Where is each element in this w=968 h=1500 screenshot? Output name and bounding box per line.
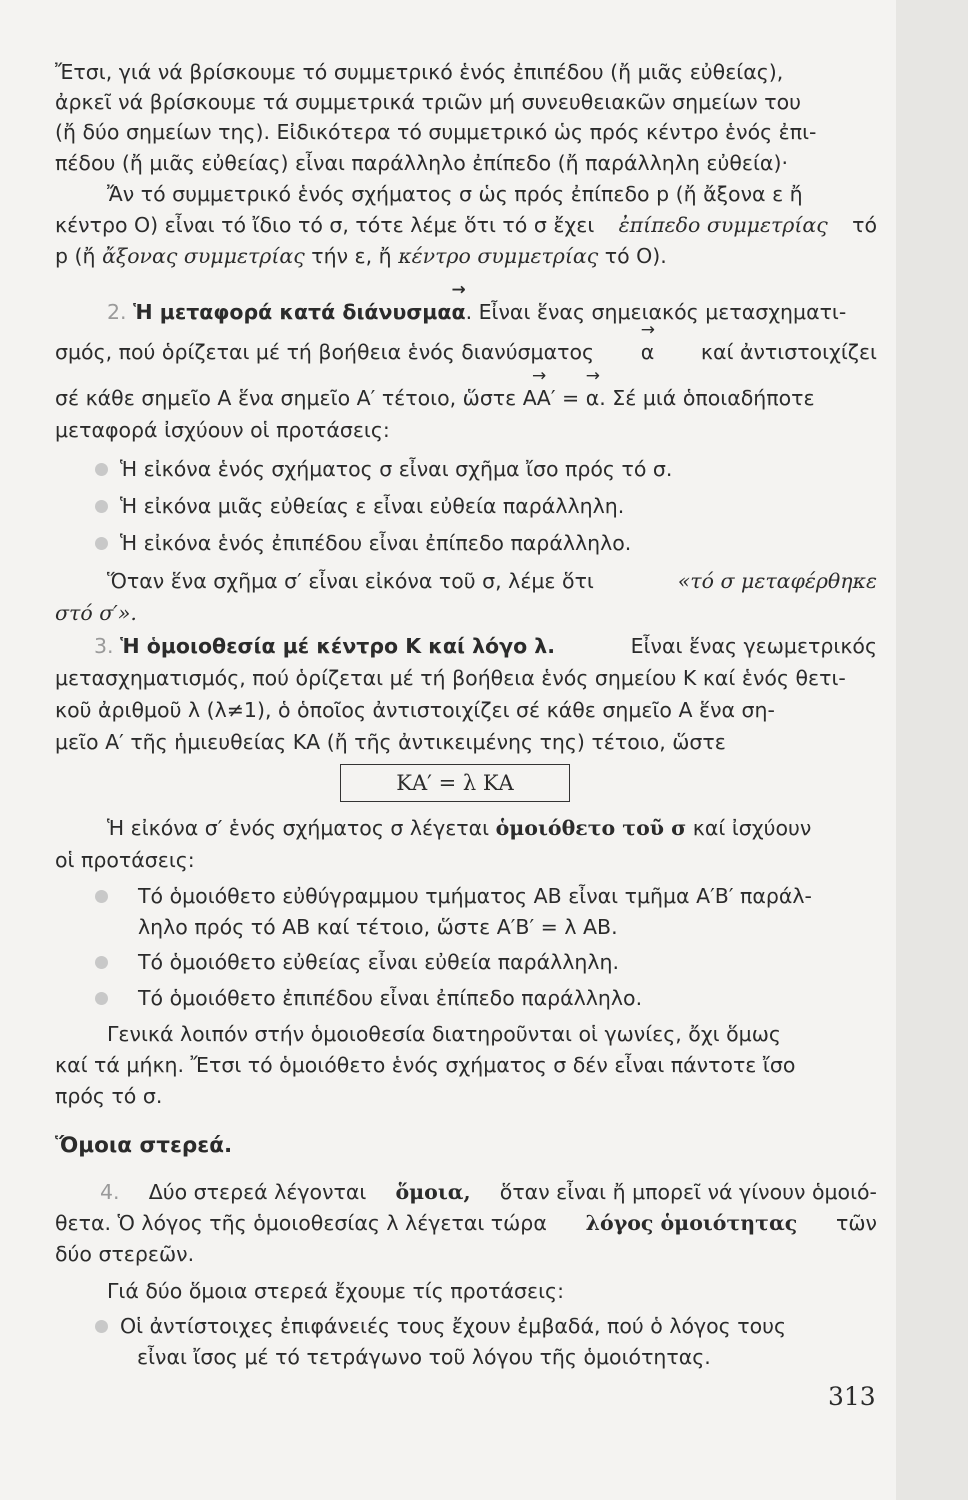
text-line: δύο στερεῶν. [55,1242,195,1266]
equals-sign: = [562,386,580,410]
text-line [55,240,877,272]
text-span: Ὅταν ἕνα σχῆμα σ′ εἶναι εἰκόνα τοῦ σ, λέμε ὅτι [107,569,594,593]
text-line: (ἤ δύο σημείων της). Εἰδικότερα τό συμμετρικό ὡς πρός κέντρο ἑνός ἐπι- [55,120,817,144]
bullet-text: Τό ὁμοιόθετο ἐπιπέδου εἶναι ἐπίπεδο παράλληλο. [138,986,643,1010]
text-span: ὅταν εἶναι ἤ μπορεῖ νά γίνουν ὁμοιό- [499,1180,877,1204]
formula-box [340,764,570,802]
text-line [55,1207,877,1239]
section-3-line [94,630,877,662]
text-span: σέ κάθε σημεῖο Α ἕνα σημεῖο Α′ τέτοιο, ὥστε [55,386,517,410]
text-span: Εἶναι ἕνας γεωμετρικός [630,634,877,658]
bullet-text: Οἱ ἀντίστοιχες ἐπιφάνειές τους ἔχουν ἐμβαδά, πού ὁ λόγος τους [120,1314,786,1338]
text-line [55,382,877,414]
bullet-text: Τό ὁμοιόθετο εὐθύγραμμου τμήματος ΑΒ εἶναι τμῆμα Α′Β′ παράλ- [138,884,812,908]
text-line: καί τά μήκη. Ἔτσι τό ὁμοιόθετο ἑνός σχήματος σ δέν εἶναι πάντοτε ἴσο [55,1053,796,1077]
text-span: τῶν [836,1211,877,1235]
vector-symbol: → α [451,296,465,328]
section-4-line [100,1176,877,1208]
bullet-dot [95,992,108,1005]
text-span: Ἡ εἰκόνα σ′ ἑνός σχήματος σ λέγεται [107,816,490,840]
section-2-line [107,296,877,328]
formula: ΚΑ′ = λ ΚΑ [396,771,514,795]
text-span: τό [852,213,877,237]
bullet-text: Τό ὁμοιόθετο εὐθείας εἶναι εὐθεία παράλληλη. [138,950,620,974]
text-span: p (ἤ [55,244,96,268]
text-span: καί ἀντιστοιχίζει [700,340,877,364]
bullet-text: ληλο πρός τό ΑΒ καί τέτοιο, ὥστε Α′Β′ = λ ΑΒ. [138,915,618,939]
section-number: 4. [100,1180,120,1204]
text-line: Γιά δύο ὅμοια στερεά ἔχουμε τίς προτάσεις: [107,1279,564,1303]
italic-phrase: «τό σ μεταφέρθηκε [677,569,877,593]
section-title: Ἡ μεταφορά κατά διάνυσμα [133,300,452,324]
vector-symbol: → α [641,336,655,368]
text-line: οἱ προτάσεις: [55,848,195,872]
text-span: Δύο στερεά λέγονται [148,1180,367,1204]
bullet-dot [95,537,108,550]
text-line [107,812,877,844]
bold-term: λόγος ὁμοιότητας [585,1211,798,1235]
text-line: Ἄν τό συμμετρικό ἑνός σχήματος σ ὡς πρός ἐπίπεδο p (ἤ ἄξονα ε ἤ [107,182,803,206]
bullet-dot [95,1320,108,1333]
text-span: τήν ε, ἤ [311,244,392,268]
italic-term: κέντρο συμμετρίας [398,244,599,268]
bullet-text: εἶναι ἴσος μέ τό τετράγωνο τοῦ λόγου τῆς ὁμοιότητας. [137,1345,711,1369]
bold-term: ὅμοια, [395,1180,471,1204]
bold-term: ὁμοιόθετο τοῦ σ [495,816,687,840]
text-line: ἀρκεῖ νά βρίσκουμε τά συμμετρικά τριῶν μή συνευθειακῶν σημείων του [55,90,802,114]
vector-symbol: → ΑΑ′ [523,382,556,414]
bullet-text: Ἡ εἰκόνα ἑνός σχήματος σ εἶναι σχῆμα ἴσο πρός τό σ. [120,457,673,481]
subheading: Ὅμοια στερεά. [55,1133,233,1158]
bullet-dot [95,890,108,903]
page-number: 313 [828,1382,876,1411]
italic-term: ἄξονας συμμετρίας [102,244,305,268]
text-line: στό σ′». [55,601,137,625]
text-span: θετα. Ὁ λόγος τῆς ὁμοιοθεσίας λ λέγεται τώρα [55,1211,547,1235]
italic-term: ἐπίπεδο συμμετρίας [618,213,828,237]
text-line: πέδου (ἤ μιᾶς εὐθείας) εἶναι παράλληλο ἐπίπεδο (ἤ παράλληλη εὐθεία)· [55,151,788,175]
text-span: . Σέ μιά ὁποιαδήποτε [599,386,815,410]
text-line: μετασχηματισμός, πού ὁρίζεται μέ τή βοήθεια ἑνός σημείου Κ καί ἑνός θετι- [55,666,846,690]
section-number: 2. [107,300,127,324]
section-title: Ἡ ὁμοιοθεσία μέ κέντρο Κ καί λόγο λ. [120,634,556,658]
text-line: πρός τό σ. [55,1084,163,1108]
text-line [55,336,877,368]
text-line [107,565,877,597]
section-heading [94,630,555,662]
text-line [55,209,877,241]
bullet-text: Ἡ εἰκόνα ἑνός ἐπιπέδου εἶναι ἐπίπεδο παράλληλο. [120,531,632,555]
text-line: Γενικά λοιπόν στήν ὁμοιοθεσία διατηροῦνται οἱ γωνίες, ὄχι ὅμως [107,1022,781,1046]
vector-symbol: → α [586,382,600,414]
bullet-text: Ἡ εἰκόνα μιᾶς εὐθείας ε εἶναι εὐθεία παράλληλη. [120,494,625,518]
text-span: σμός, πού ὁρίζεται μέ τή βοήθεια ἑνός διανύσματος [55,340,595,364]
text-line: μεταφορά ἰσχύουν οἱ προτάσεις: [55,418,390,442]
text-span: . Εἶναι ἕνας σημειακός μετασχηματι- [465,300,847,324]
text-line: Ἔτσι, γιά νά βρίσκουμε τό συμμετρικό ἑνός ἐπιπέδου (ἤ μιᾶς εὐθείας), [55,60,784,84]
text-line: κοῦ ἀριθμοῦ λ (λ≠1), ὁ ὁποῖος ἀντιστοιχίζει σέ κάθε σημεῖο Α ἕνα ση- [55,698,775,722]
text-line: μεῖο Α′ τῆς ἡμιευθείας ΚΑ (ἤ τῆς ἀντικειμένης της) τέτοιο, ὥστε [55,730,726,754]
bullet-dot [95,956,108,969]
section-number: 3. [94,634,114,658]
text-span: κέντρο O) εἶναι τό ἴδιο τό σ, τότε λέμε ὅτι τό σ ἔχει [55,213,595,237]
text-span: καί ἰσχύουν [692,816,812,840]
bullet-dot [95,463,108,476]
text-span: τό O). [604,244,667,268]
bullet-dot [95,500,108,513]
